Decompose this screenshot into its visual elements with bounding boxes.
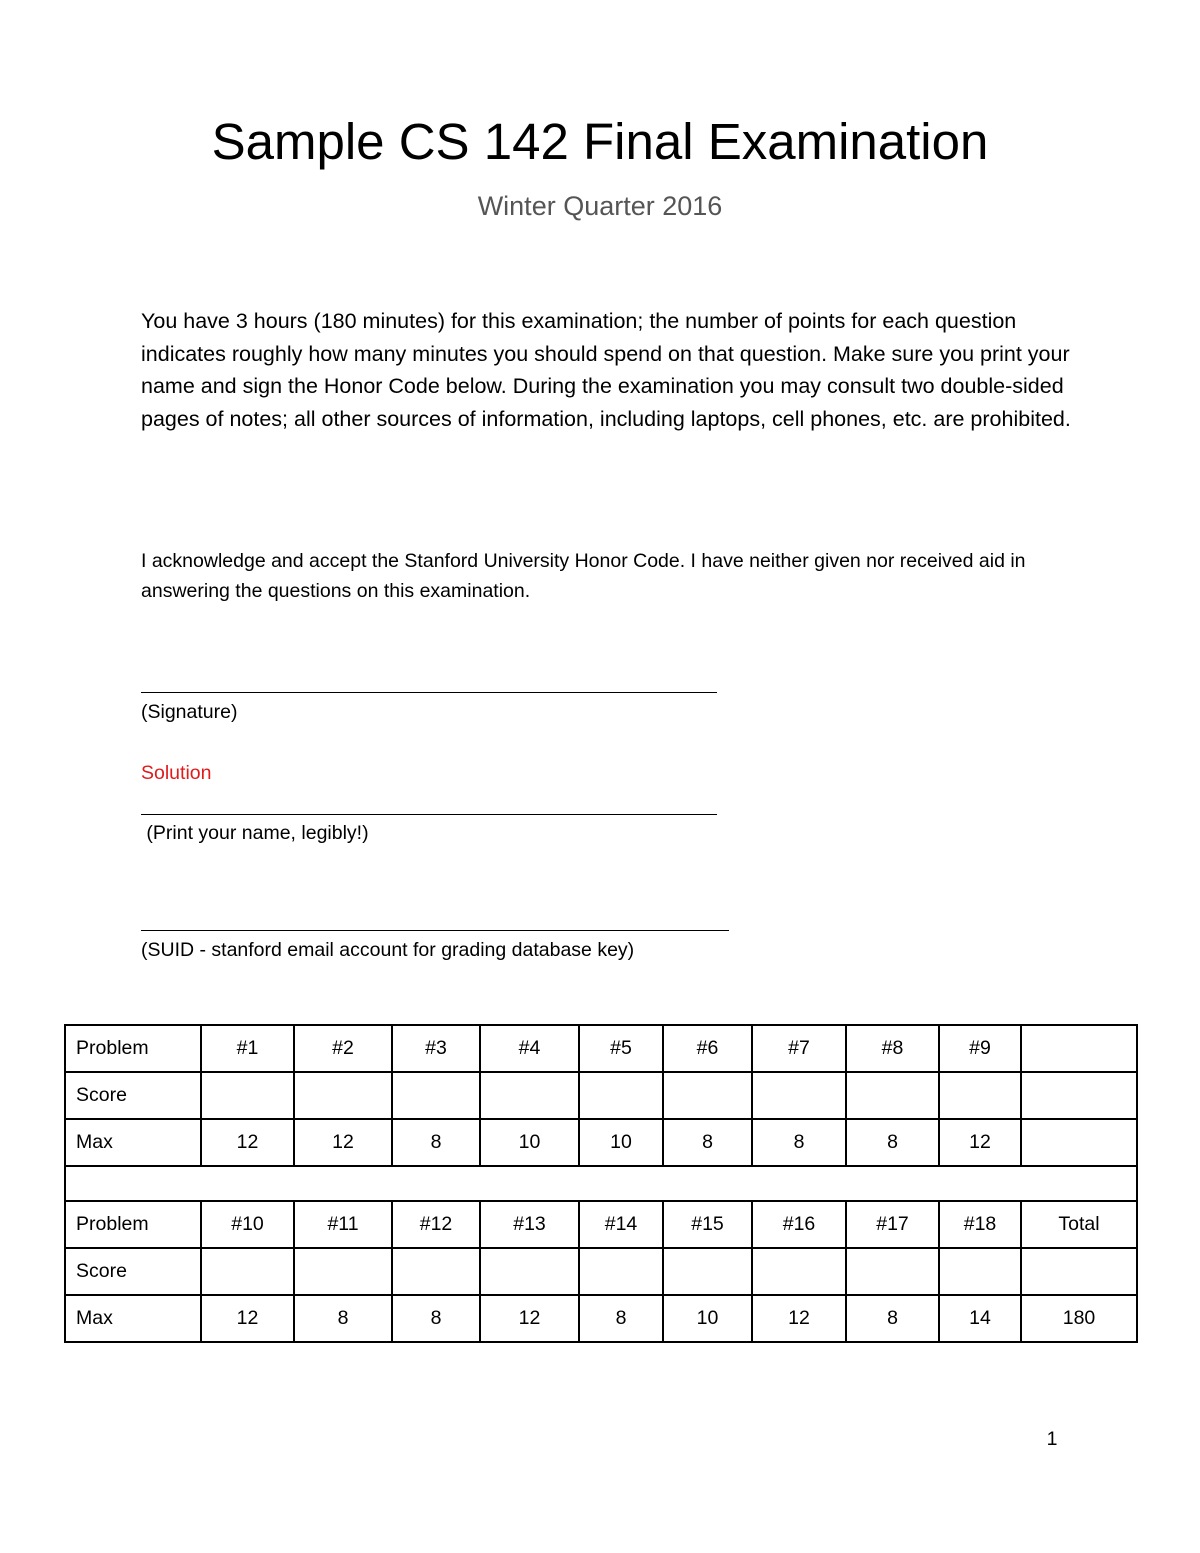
max-cell: 12 [939, 1119, 1021, 1166]
table-row-max-1 [65, 1119, 1137, 1166]
max-cell: 8 [579, 1295, 663, 1342]
score-cell [201, 1072, 294, 1119]
score-cell [392, 1072, 480, 1119]
score-cell [480, 1072, 579, 1119]
problem-header-cell: #5 [579, 1025, 663, 1072]
exam-title: Sample CS 142 Final Examination [211, 113, 989, 170]
max-cell: 8 [663, 1119, 752, 1166]
score-cell [752, 1072, 846, 1119]
row-label-score: Score [65, 1072, 201, 1119]
page-number: 1 [1046, 1428, 1058, 1450]
honor-code-statement: I acknowledge and accept the Stanford University Honor Code. I have neither given nor received aid in answering the questions on this examination. [141, 550, 1026, 602]
total-score-cell [1021, 1248, 1137, 1295]
row-label-score: Score [65, 1248, 201, 1295]
max-cell: 12 [480, 1295, 579, 1342]
max-cell: 10 [663, 1295, 752, 1342]
table-row-score-1 [65, 1072, 1137, 1119]
score-cell [663, 1072, 752, 1119]
score-cell [392, 1248, 480, 1295]
max-cell: 14 [939, 1295, 1021, 1342]
score-cell [752, 1248, 846, 1295]
score-cell [579, 1072, 663, 1119]
max-cell: 8 [846, 1119, 939, 1166]
max-cell: 12 [201, 1295, 294, 1342]
score-cell [1021, 1072, 1137, 1119]
exam-subtitle: Winter Quarter 2016 [477, 191, 723, 221]
signature-line [141, 692, 717, 693]
row-label-problem: Problem [65, 1201, 201, 1248]
row-label-max: Max [65, 1295, 201, 1342]
score-cell [846, 1072, 939, 1119]
score-cell [294, 1072, 392, 1119]
row-label-problem: Problem [65, 1025, 201, 1072]
max-cell: 8 [294, 1295, 392, 1342]
score-cell [663, 1248, 752, 1295]
problem-header-cell: #13 [480, 1201, 579, 1248]
suid-caption: (SUID - stanford email account for grading database key) [141, 939, 635, 961]
score-cell [939, 1248, 1021, 1295]
solution-name-entry: Solution [141, 762, 212, 784]
table-row-problem-2 [65, 1201, 1137, 1248]
max-cell: 12 [201, 1119, 294, 1166]
problem-header-cell: #18 [939, 1201, 1021, 1248]
signature-caption: (Signature) [141, 701, 238, 723]
problem-header-cell: #15 [663, 1201, 752, 1248]
problem-header-cell: #7 [752, 1025, 846, 1072]
problem-header-cell: #6 [663, 1025, 752, 1072]
score-cell [939, 1072, 1021, 1119]
problem-header-cell: #1 [201, 1025, 294, 1072]
spacer-cell [65, 1166, 1137, 1201]
max-cell: 8 [846, 1295, 939, 1342]
score-cell [579, 1248, 663, 1295]
max-cell [1021, 1119, 1137, 1166]
table-spacer-row [65, 1166, 1137, 1201]
total-header-cell: Total [1021, 1201, 1137, 1248]
exam-instructions: You have 3 hours (180 minutes) for this examination; the number of points for each question indicates roughly how many minutes you should spend on that question. Make sure you print your name and sign the Honor Code below. During the examination you may consult two double-sided pages of notes; all other sources of information, including laptops, cell phones, etc. are prohibited. [141, 309, 1071, 431]
max-cell: 12 [752, 1295, 846, 1342]
problem-header-cell: #14 [579, 1201, 663, 1248]
max-cell: 10 [480, 1119, 579, 1166]
problem-header-cell: #8 [846, 1025, 939, 1072]
problem-header-cell: #4 [480, 1025, 579, 1072]
max-cell: 8 [752, 1119, 846, 1166]
suid-line [141, 930, 729, 931]
problem-header-cell: #2 [294, 1025, 392, 1072]
max-cell: 8 [392, 1119, 480, 1166]
table-row-problem-1 [65, 1025, 1137, 1072]
score-table [64, 1024, 1138, 1343]
table-row-score-2 [65, 1248, 1137, 1295]
table-row-max-2 [65, 1295, 1137, 1342]
problem-header-cell: #9 [939, 1025, 1021, 1072]
max-cell: 10 [579, 1119, 663, 1166]
problem-header-cell [1021, 1025, 1137, 1072]
max-cell: 12 [294, 1119, 392, 1166]
score-cell [294, 1248, 392, 1295]
problem-header-cell: #12 [392, 1201, 480, 1248]
problem-header-cell: #10 [201, 1201, 294, 1248]
name-caption: (Print your name, legibly!) [141, 822, 369, 844]
max-cell: 8 [392, 1295, 480, 1342]
row-label-max: Max [65, 1119, 201, 1166]
problem-header-cell: #11 [294, 1201, 392, 1248]
score-cell [846, 1248, 939, 1295]
total-max-cell: 180 [1021, 1295, 1137, 1342]
score-cell [201, 1248, 294, 1295]
name-line [141, 814, 717, 815]
problem-header-cell: #16 [752, 1201, 846, 1248]
problem-header-cell: #17 [846, 1201, 939, 1248]
score-cell [480, 1248, 579, 1295]
problem-header-cell: #3 [392, 1025, 480, 1072]
